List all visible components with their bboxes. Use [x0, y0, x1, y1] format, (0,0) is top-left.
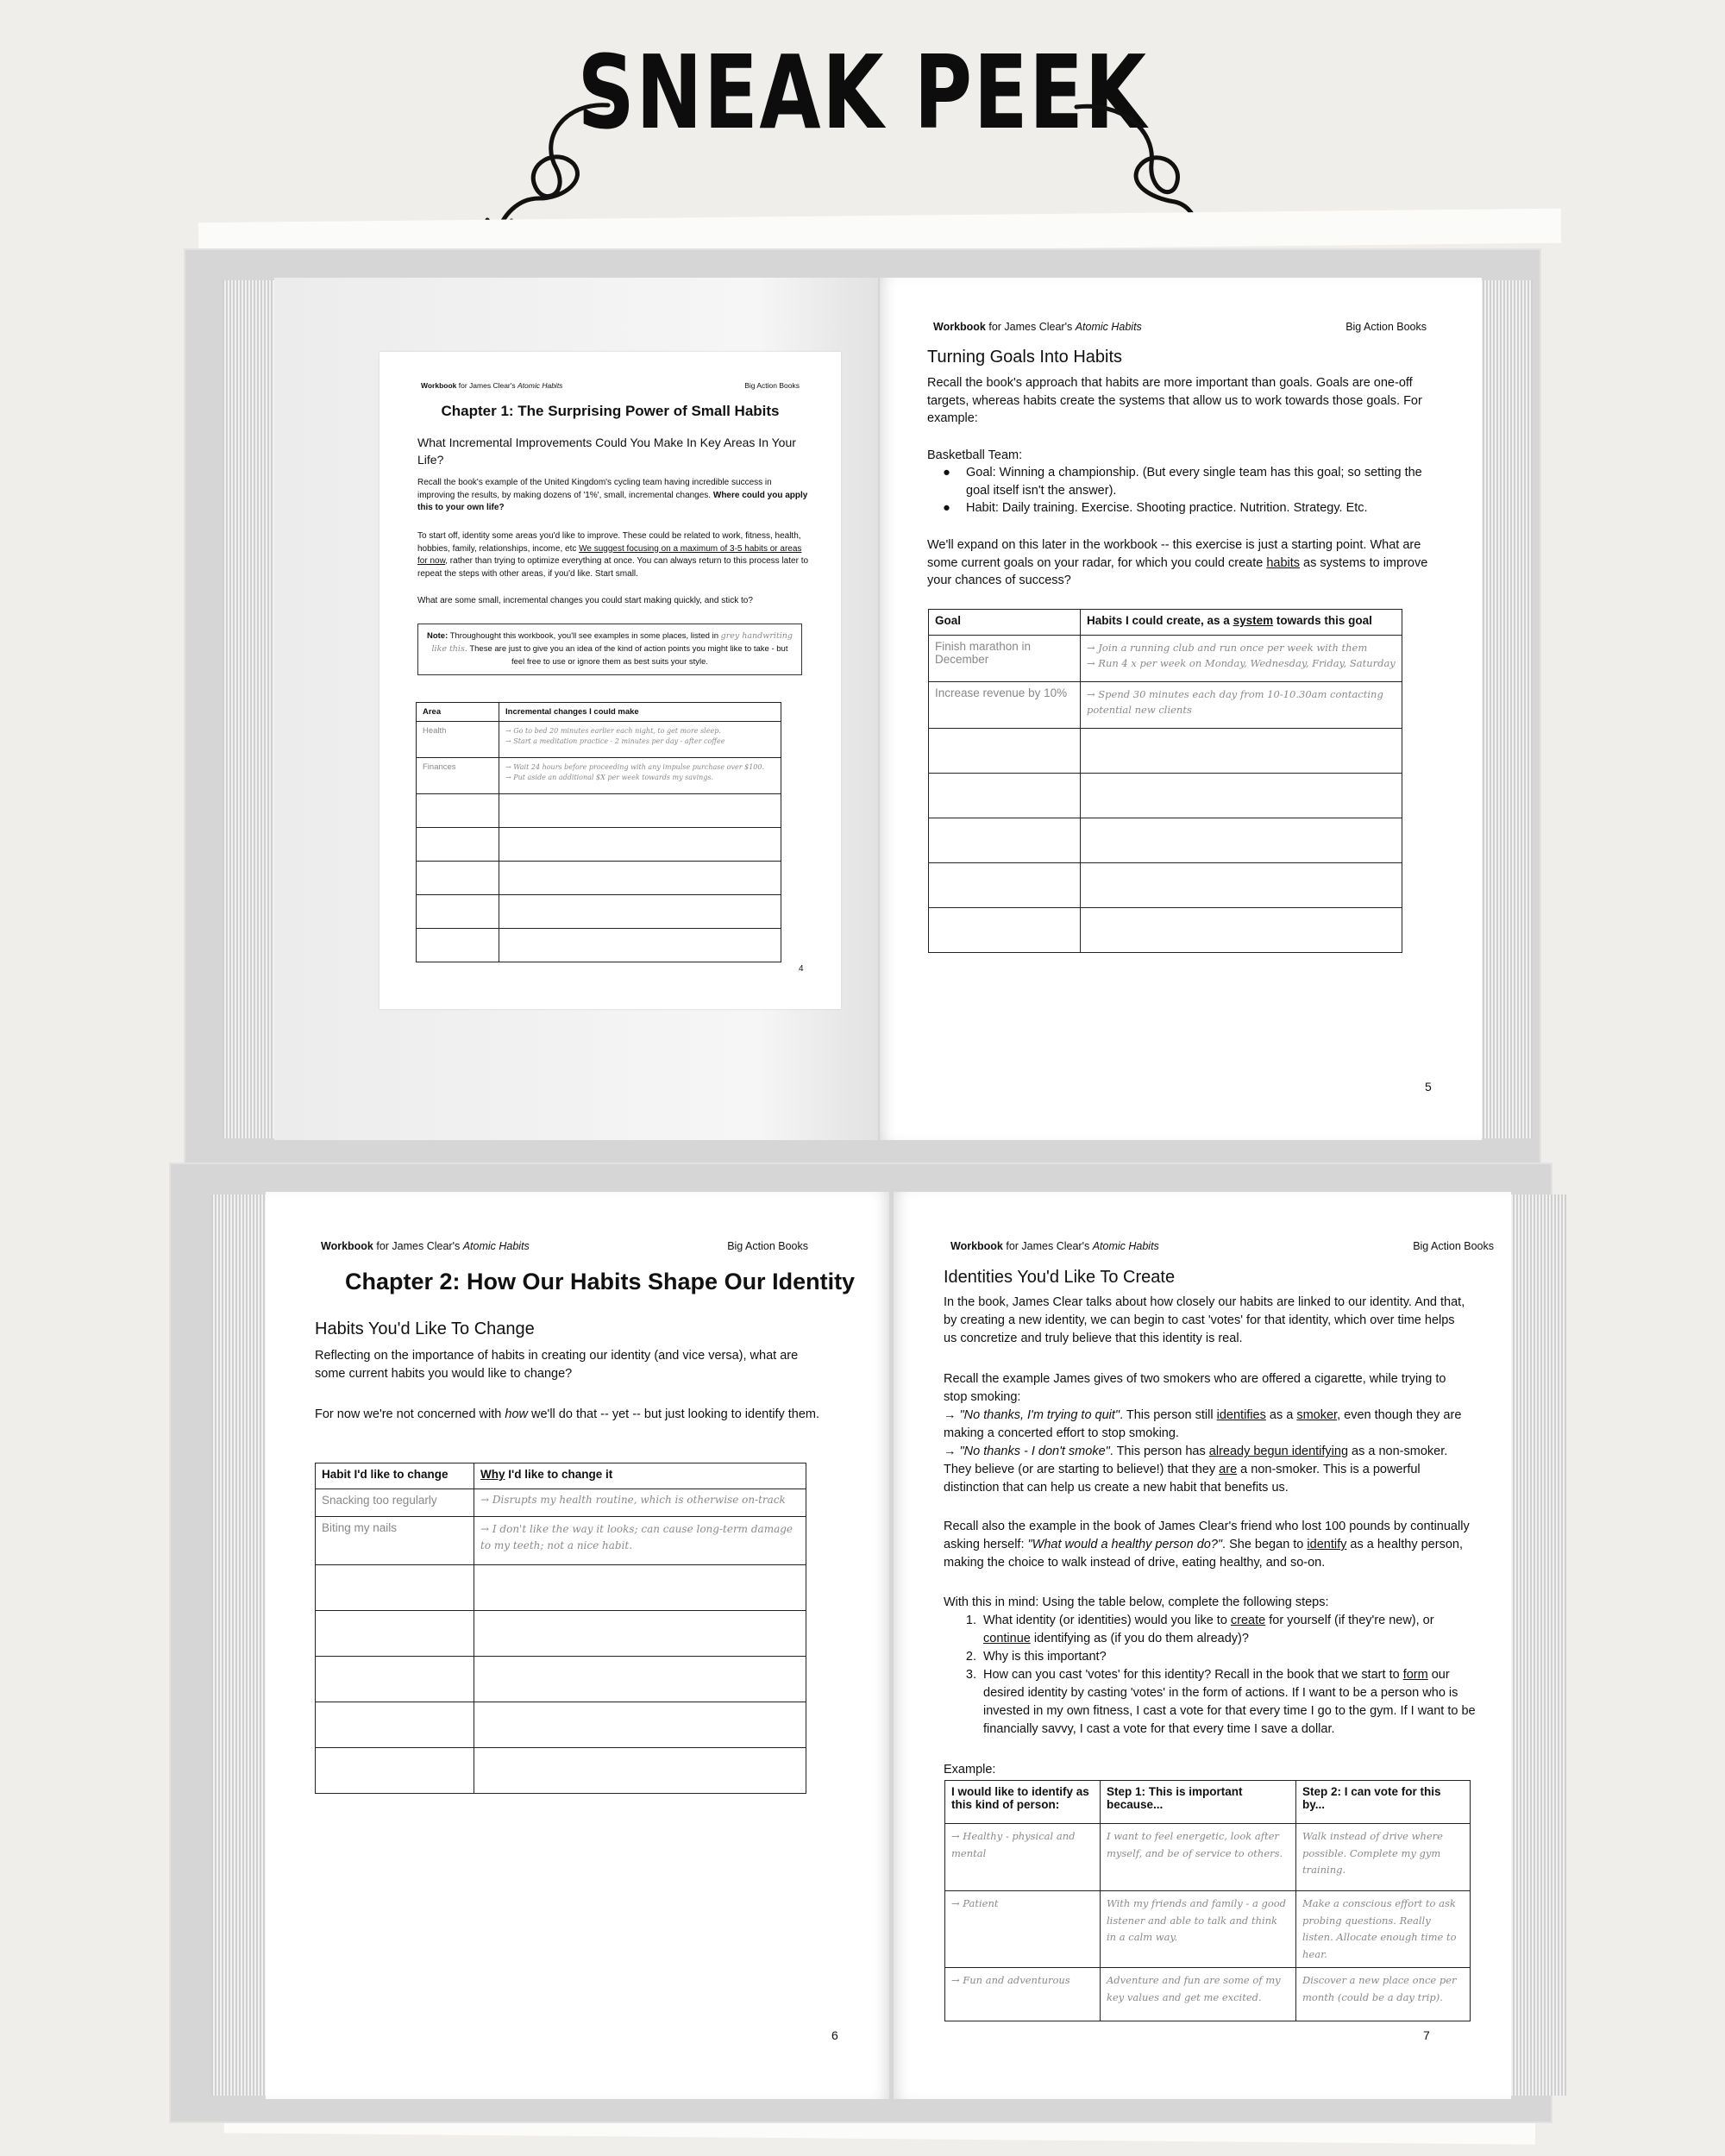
steps-intro: With this in mind: Using the table below, complete the following steps:	[944, 1595, 1329, 1609]
instructions-paragraph: For now we're not concerned with how we'll do that -- yet -- but just looking to identify them.	[315, 1407, 820, 1421]
table-row[interactable]	[929, 863, 1402, 908]
page-number: 5	[1425, 1080, 1432, 1094]
table-header: Step 2: I can vote for this by...	[1296, 1781, 1471, 1824]
table-row[interactable]	[929, 908, 1402, 953]
bullet-list: ● Goal: Winning a championship. (But every single team has this goal; so setting the goal itself isn't the answer). ● Habit: Daily training. Exercise. Shooting practice. Nutrition. Strategy. Etc.	[943, 466, 1422, 516]
goals-habits-table	[928, 609, 1402, 953]
table-header: Habit I'd like to change	[316, 1463, 474, 1489]
table-row[interactable]	[417, 794, 781, 828]
table-row: Health → Go to bed 20 minutes earlier each night, to get more sleep. → Start a meditation practice - 2 minutes per day - after coffee	[417, 722, 781, 758]
chapter-title: Chapter 1: The Surprising Power of Small Habits	[441, 403, 780, 419]
table-row: → Healthy - physical and mental I want to feel energetic, look after myself, and be of service to others. Walk instead of drive where possible. Complete my gym training.	[945, 1824, 1471, 1891]
steps-list: 1. What identity (or identities) would you like to create for yourself (if they're new), or continue identifying as (if you do them already)? 2. Why is this important? 3. How can you cast 'votes' for this identity? Recall in the book that we start to form our desired identity by casting 'votes' in the form of actions. If I want to be a person who is invested in my own fitness, I cast a vote for that every time I go to the gym. If I want to be financially savvy, I cast a vote for that every time I save a dollar.	[965, 1614, 1476, 1737]
example-label: Example:	[944, 1763, 996, 1777]
chapter-title: Chapter 2: How Our Habits Shape Our Identity	[345, 1269, 856, 1294]
incremental-changes-table	[416, 702, 781, 962]
section-title: What Incremental Improvements Could You Make In Key Areas In Your Life?	[417, 436, 796, 467]
page-7	[894, 1192, 1511, 2099]
section-title: Turning Goals Into Habits	[927, 348, 1123, 367]
publisher: Big Action Books	[1346, 321, 1427, 333]
page-number: 7	[1423, 2028, 1430, 2042]
intro-paragraph: Recall the book's approach that habits are more important than goals. Goals are one-off targets, whereas habits create the systems that allow us to work towards those goals. For example:	[927, 376, 1422, 426]
table-row[interactable]	[417, 929, 781, 962]
identities-table	[944, 1780, 1471, 2021]
table-row: Snacking too regularly → Disrupts my health routine, which is otherwise on-track	[316, 1489, 806, 1517]
page-edge	[1479, 280, 1533, 1138]
page-number: 4	[799, 964, 804, 974]
table-row[interactable]	[316, 1611, 806, 1657]
question-paragraph: What are some small, incremental changes you could start making quickly, and stick to?	[417, 596, 753, 605]
publisher: Big Action Books	[1413, 1240, 1494, 1252]
table-header: Area	[417, 703, 499, 722]
page-4	[380, 352, 841, 1009]
page-header: Workbook for James Clear's Atomic Habits	[933, 321, 1142, 333]
table-row[interactable]	[316, 1565, 806, 1611]
table-row[interactable]	[929, 729, 1402, 774]
page-number: 6	[831, 2028, 838, 2042]
page-edge	[211, 1194, 268, 2096]
table-row[interactable]	[417, 862, 781, 895]
page-6	[266, 1192, 889, 2099]
table-row[interactable]	[929, 774, 1402, 818]
smokers-paragraph: Recall the example James gives of two smokers who are offered a cigarette, while trying to stop smoking: → "No thanks, I'm trying to quit". This person still identifies as a smoker, even though they are making a concerted effort to stop smoking. → "No thanks - I don't smoke". This person has already begun identifying as a non-smoker. They believe (or are starting to believe!) that they are a non-smoker. This is a powerful distinction that can help us create a new habit that benefits us.	[944, 1372, 1462, 1495]
habits-to-change-table	[315, 1463, 806, 1794]
table-row: Increase revenue by 10% → Spend 30 minutes each day from 10-10.30am contacting potential new clients	[929, 682, 1402, 729]
table-row: Finances → Wait 24 hours before proceeding with any impulse purchase over $100. → Put aside an additional $X per week towards my savings.	[417, 758, 781, 794]
page-header: Workbook for James Clear's Atomic Habits	[321, 1240, 530, 1252]
page-5	[880, 278, 1482, 1140]
publisher: Big Action Books	[727, 1240, 808, 1252]
section-title: Habits You'd Like To Change	[315, 1319, 535, 1338]
table-row: → Fun and adventurous Adventure and fun are some of my key values and get me excited. Discover a new place once per month (could be a day trip).	[945, 1968, 1471, 2021]
question-paragraph: We'll expand on this later in the workbook -- this exercise is just a starting point. What are some current goals on your radar, for which you could create habits as systems to improve your chances of success?	[927, 538, 1428, 588]
table-row: Finish marathon in December → Join a running club and run once per week with them → Run 4 x per week on Monday, Wednesday, Friday, Saturday	[929, 636, 1402, 682]
table-row[interactable]	[316, 1657, 806, 1702]
publisher: Big Action Books	[744, 381, 800, 390]
table-row: → Patient With my friends and family - a good listener and able to talk and think in a calm way. Make a conscious effort to ask probing questions. Really listen. Allocate enough time to hear.	[945, 1891, 1471, 1968]
healthy-person-paragraph: Recall also the example in the book of James Clear's friend who lost 100 pounds by continually asking herself: "What would a healthy person do?". She began to identify as a healthy person, making the choice to walk instead of drive, eating healthy, and so-on.	[944, 1520, 1470, 1570]
page-edge	[223, 280, 276, 1138]
table-header: I would like to identify as this kind of person:	[945, 1781, 1101, 1824]
intro-paragraph: Recall the book's example of the United Kingdom's cycling team having incredible success in improving the results, by making dozens of '1%', small, incremental changes. Where could you apply this to your own life?	[417, 478, 808, 512]
instructions-paragraph: To start off, identity some areas you'd like to improve. These could be related to work, fitness, health, hobbies, family, relationships, income, etc We suggest focusing on a maximum of 3-5 habits or areas for now, rather than trying to optimize everything at once. You can always return to this process later to repeat the steps with other areas, if you'd like. Start small.	[417, 531, 809, 579]
example-label: Basketball Team:	[927, 448, 1023, 462]
page-header: Workbook for James Clear's Atomic Habits	[421, 381, 563, 390]
table-row[interactable]	[929, 818, 1402, 863]
intro-paragraph: In the book, James Clear talks about how closely our habits are linked to our identity. And that, by creating a new identity, we can begin to cast 'votes' for that identity, which over time helps us concretize and truly believe that this identity is real.	[944, 1295, 1465, 1346]
page-header: Workbook for James Clear's Atomic Habits	[950, 1240, 1159, 1252]
table-row[interactable]	[417, 895, 781, 929]
table-header: Why I'd like to change it	[474, 1463, 806, 1489]
table-row[interactable]	[417, 828, 781, 862]
section-title: Identities You'd Like To Create	[944, 1268, 1176, 1287]
table-row[interactable]	[316, 1702, 806, 1748]
table-header: Habits I could create, as a system towards this goal	[1081, 610, 1402, 636]
table-header: Step 1: This is important because...	[1101, 1781, 1296, 1824]
page-edge	[1509, 1194, 1566, 2096]
table-header: Goal	[929, 610, 1081, 636]
note-box: Note: Throughought this workbook, you'll see examples in some places, listed in grey handwriting like this. These are just to give you an idea of the kind of action points you might like to take - but feel free to use or ignore them as best suits your style.	[417, 624, 802, 675]
table-header: Incremental changes I could make	[499, 703, 781, 722]
intro-paragraph: Reflecting on the importance of habits in creating our identity (and vice versa), what are some current habits you would like to change?	[315, 1349, 799, 1381]
hero-title: SNEAK PEEK	[577, 33, 1148, 152]
table-row: Biting my nails → I don't like the way it looks; can cause long-term damage to my teeth; not a nice habit.	[316, 1517, 806, 1565]
table-row[interactable]	[316, 1748, 806, 1794]
